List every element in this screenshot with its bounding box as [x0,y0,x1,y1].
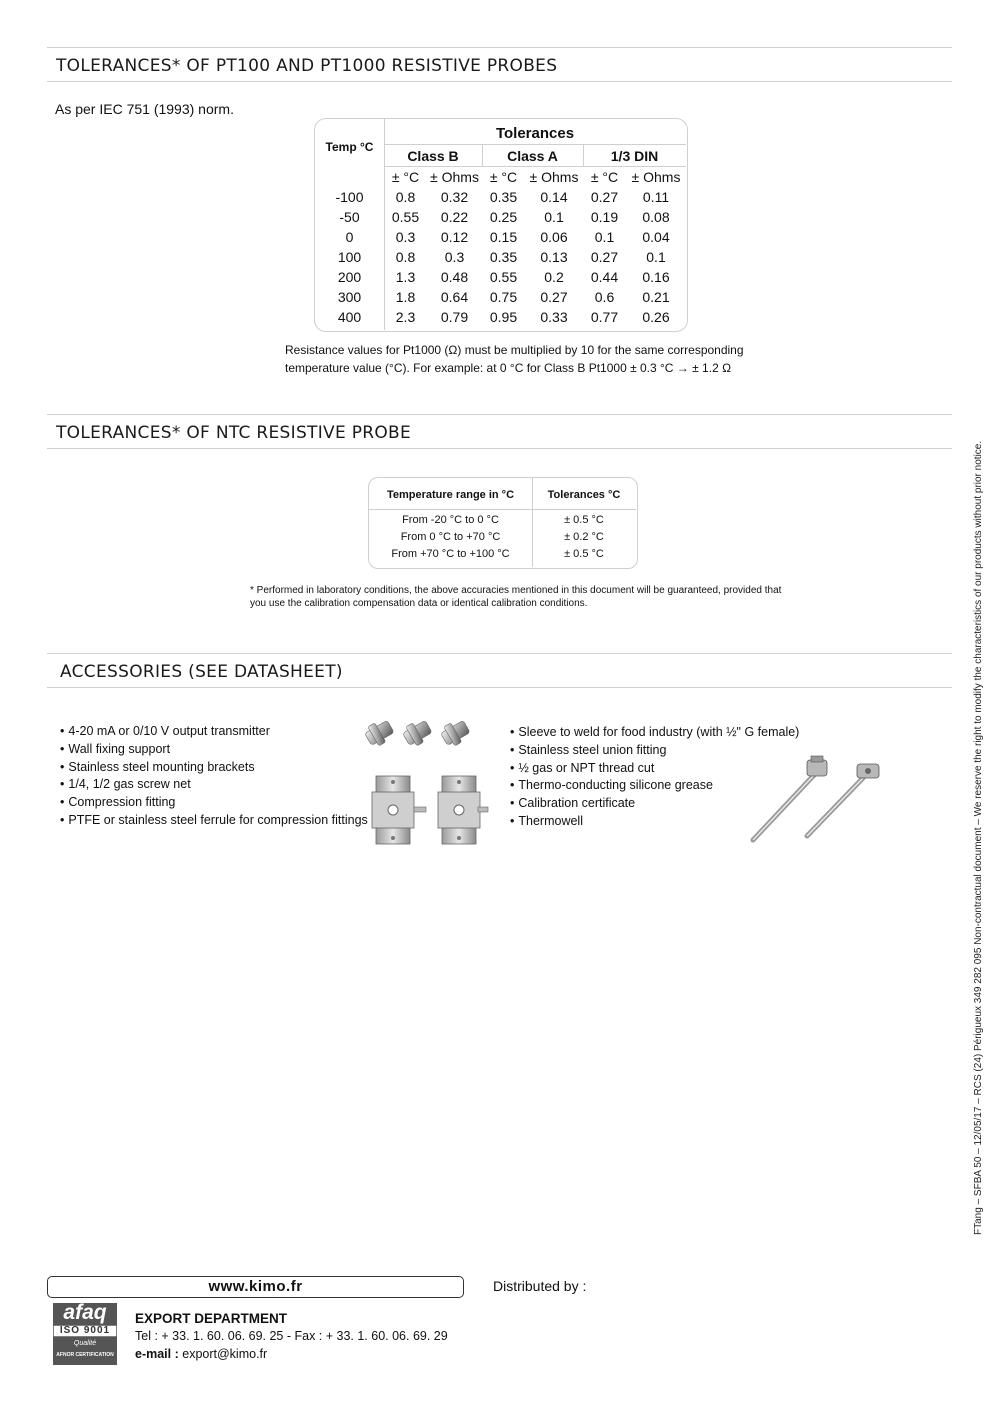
pt-tolerance-table [314,118,688,332]
unit-header: ± °C [590,169,619,185]
temp-cell: 200 [337,269,362,285]
distributed-by: Distributed by : [493,1278,587,1294]
tolerance-cell: 0.77 [590,309,619,325]
thermowell-image [745,752,890,847]
unit-header: ± Ohms [529,169,579,185]
list-item: • ½ gas or NPT thread cut [510,760,799,778]
tolerance-cell: 1.8 [395,289,416,305]
pt-note [285,341,744,377]
section-title: TOLERANCES* OF PT100 AND PT1000 RESISTIVE PROBES [56,56,558,76]
tolerance-cell: 0.55 [391,209,420,225]
temp-cell: -100 [335,189,364,205]
class-header: 1/3 DIN [610,148,659,164]
list-item: • Thermo-conducting silicone grease [510,777,799,795]
temp-header: Temp °C [325,140,374,154]
tolerance-cell: 0.8 [395,249,416,265]
pt-note-line: temperature value (°C). For example: at 0 °C for Class B Pt1000 ± 0.3 °C → ± 1.2 Ω [285,361,732,375]
afaq-cert: AFNOR CERTIFICATION [56,1352,114,1358]
tolerance-cell: 0.27 [590,189,619,205]
ntc-header: Tolerances °C [547,489,621,501]
section-header-pt [47,47,952,82]
list-item: • 4-20 mA or 0/10 V output transmitter [60,723,368,741]
section-header-ntc [47,414,952,449]
tolerance-cell: 0.95 [489,309,518,325]
class-header: Class A [507,148,558,164]
tolerance-cell: 0.75 [489,289,518,305]
tolerance-cell: 0.1 [544,209,564,225]
list-item: • Thermowell [510,813,799,831]
list-item: • 1/4, 1/2 gas screw net [60,776,368,794]
list-item: • Wall fixing support [60,741,368,759]
email-label: e-mail : [135,1347,179,1361]
tolerance-cell: 0.21 [642,289,670,305]
tolerance-cell: 0.19 [590,209,619,225]
tolerance-cell: 0.6 [594,289,615,305]
ntc-cell: From +70 °C to +100 °C [391,548,510,560]
list-item: • Sleeve to weld for food industry (with ½" G female) [510,724,799,742]
ntc-cell: ± 0.5 °C [564,514,604,526]
tolerance-cell: 0.8 [395,189,416,205]
intro-text: As per IEC 751 (1993) norm. [55,101,234,117]
tolerance-cell: 0.1 [594,229,615,245]
tolerance-cell: 0.32 [440,189,469,205]
email-line [135,1347,267,1361]
ntc-cell: From 0 °C to +70 °C [400,531,501,543]
pt-note-line: Resistance values for Pt1000 (Ω) must be multiplied by 10 for the same corresponding [285,343,744,357]
tolerance-cell: 0.13 [540,249,568,265]
afaq-brand: afaq [63,1301,107,1324]
temp-cell: 100 [337,249,362,265]
compression-fittings-image [360,712,480,758]
unit-header: ± °C [391,169,420,185]
tolerance-cell: 0.08 [642,209,670,225]
accessories-list-left [60,723,368,830]
footnote-line: * Performed in laboratory conditions, the above accuracies mentioned in this document will be guaranteed, provided that [250,585,782,596]
unit-header: ± °C [489,169,518,185]
tolerance-cell: 0.79 [440,309,469,325]
footnote-line: you use the calibration compensation data or identical calibration conditions. [250,598,588,609]
ntc-cell: ± 0.2 °C [564,531,604,543]
section-header-accessories [47,653,952,688]
temp-cell: 300 [337,289,362,305]
mounting-brackets-image [370,772,490,848]
tolerance-cell: 0.22 [440,209,469,225]
tolerance-cell: 0.35 [489,189,518,205]
section-title: ACCESSORIES (SEE DATASHEET) [60,662,343,682]
tolerance-cell: 0.2 [544,269,564,285]
temp-cell: 0 [345,229,354,245]
export-department: EXPORT DEPARTMENT [135,1311,288,1326]
list-item: • Stainless steel union fitting [510,742,799,760]
section-title: TOLERANCES* OF NTC RESISTIVE PROBE [56,423,412,443]
email-link[interactable]: export@kimo.fr [182,1347,268,1361]
temp-cell: -50 [339,209,360,225]
tolerance-cell: 0.27 [590,249,619,265]
tolerance-cell: 0.15 [489,229,518,245]
tolerance-cell: 0.14 [540,189,568,205]
tolerance-cell: 0.11 [642,189,670,205]
afaq-quality: Qualité [73,1340,97,1347]
tolerance-cell: 0.16 [642,269,670,285]
tolerance-cell: 0.3 [444,249,465,265]
tolerance-cell: 0.48 [440,269,469,285]
ntc-header: Temperature range in °C [386,489,515,501]
list-item: • Calibration certificate [510,795,799,813]
tolerance-cell: 1.3 [395,269,416,285]
ntc-cell: From -20 °C to 0 °C [402,514,499,526]
tolerance-cell: 0.3 [395,229,416,245]
tolerance-cell: 0.44 [590,269,619,285]
tolerance-cell: 0.64 [440,289,469,305]
tolerance-cell: 0.27 [540,289,568,305]
class-header: Class B [407,148,459,164]
ntc-cell: ± 0.5 °C [564,548,604,560]
tolerance-cell: 0.04 [642,229,670,245]
tolerance-cell: 0.55 [489,269,518,285]
afaq-iso: ISO 9001 [59,1325,111,1336]
tolerance-cell: 0.35 [489,249,518,265]
ntc-tolerance-table [368,477,638,569]
tolerance-cell: 0.12 [440,229,469,245]
tolerance-cell: 0.33 [540,309,568,325]
list-item: • Compression fitting [60,794,368,812]
tolerance-cell: 0.1 [646,249,666,265]
tolerance-cell: 0.25 [489,209,518,225]
list-item: • PTFE or stainless steel ferrule for compression fittings [60,812,368,830]
side-legal-text: FTang – SFBA 50 – 12/05/17 – RCS (24) Périgueux 349 282 095 Non-contractual document – We reserve the right to modify the characteristics of our products without prior notice. [973,440,984,1235]
phone-fax: Tel : + 33. 1. 60. 06. 69. 25 - Fax : + 33. 1. 60. 06. 69. 29 [135,1329,448,1343]
unit-header: ± Ohms [430,169,479,185]
tolerance-cell: 2.3 [395,309,416,325]
unit-header: ± Ohms [631,169,681,185]
afaq-logo [53,1303,117,1365]
tolerance-cell: 0.26 [642,309,670,325]
tolerances-header: Tolerances [495,125,575,142]
website-link[interactable]: www.kimo.fr [47,1276,464,1298]
footnote [250,584,790,610]
tolerance-cell: 0.06 [540,229,568,245]
list-item: • Stainless steel mounting brackets [60,759,368,777]
temp-cell: 400 [337,309,362,325]
